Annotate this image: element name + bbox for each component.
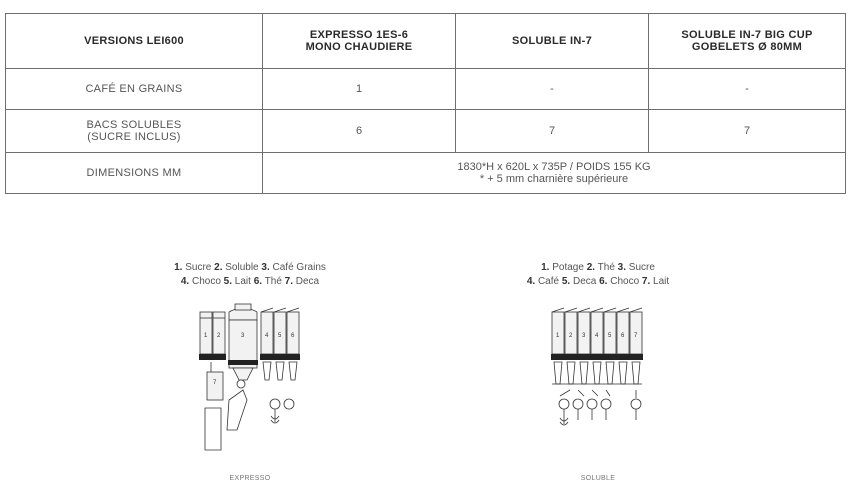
canister-number: 6 — [621, 333, 625, 339]
header-versions: VERSIONS LEI600 — [6, 14, 263, 69]
caption-expresso: EXPRESSO — [229, 475, 271, 482]
header-soluble: SOLUBLE IN-7 — [456, 14, 649, 69]
table-row — [6, 110, 846, 153]
canister-number: 4 — [595, 333, 599, 339]
canister-number: 3 — [582, 333, 586, 339]
legend-line: 1. Potage 2. Thé 3. Sucre — [541, 262, 655, 273]
row-label-cafe: CAFÉ EN GRAINS — [6, 69, 263, 110]
cell-dimensions: 1830*H x 620L x 735P / POIDS 155 KG * + 5 mm charnière supérieure — [263, 153, 846, 194]
cell-value: 1 — [263, 69, 456, 110]
canister-number: 2 — [217, 333, 221, 339]
cell-value: - — [456, 69, 649, 110]
canister-number: 6 — [291, 333, 295, 339]
header-expresso: EXPRESSO 1ES-6 MONO CHAUDIERE — [263, 14, 456, 69]
canister-number: 5 — [608, 333, 612, 339]
canister — [207, 372, 223, 400]
cell-value: 7 — [456, 110, 649, 153]
row-label-dimensions: DIMENSIONS MM — [6, 153, 263, 194]
cell-value: 7 — [649, 110, 846, 153]
legend-expresso — [150, 261, 350, 289]
canister-number: 7 — [213, 380, 217, 386]
table-row — [6, 153, 846, 194]
soluble-machine-diagram — [540, 300, 670, 460]
canister-number: 1 — [556, 333, 560, 339]
table-row — [6, 69, 846, 110]
canister-number: 1 — [204, 333, 208, 339]
row-label-bacs: BACS SOLUBLES (SUCRE INCLUS) — [6, 110, 263, 153]
canister-number: 4 — [265, 333, 269, 339]
caption-soluble: SOLUBLE — [580, 475, 616, 482]
legend-line: 1. Sucre 2. Soluble 3. Café Grains — [174, 262, 326, 273]
legend-soluble — [498, 261, 698, 289]
table-header-row — [6, 14, 846, 69]
cell-value: - — [649, 69, 846, 110]
canister-number: 2 — [569, 333, 573, 339]
cell-value: 6 — [263, 110, 456, 153]
canister-number: 7 — [634, 333, 638, 339]
canister-number: 5 — [278, 333, 282, 339]
spec-table — [5, 13, 846, 194]
legend-line: 4. Café 5. Deca 6. Choco 7. Lait — [526, 276, 670, 287]
canister-number: 3 — [241, 333, 245, 339]
header-bigcup: SOLUBLE IN-7 BIG CUP GOBELETS Ø 80MM — [649, 14, 846, 69]
legend-line: 4. Choco 5. Lait 6. Thé 7. Deca — [180, 276, 320, 287]
expresso-machine-diagram — [185, 300, 315, 460]
